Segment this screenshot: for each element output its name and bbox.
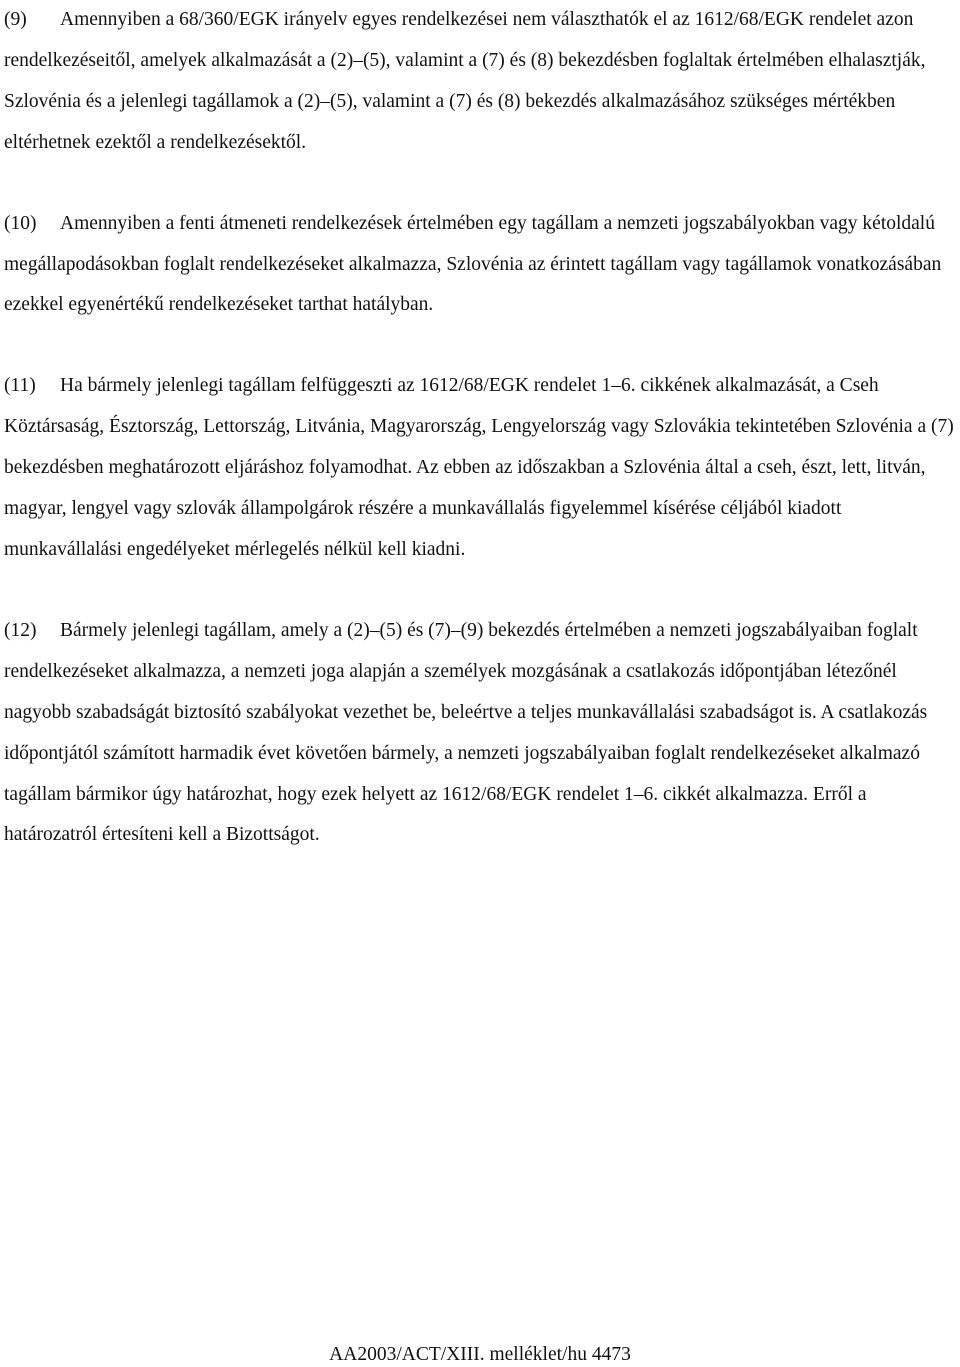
paragraph-10 — [4, 204, 956, 327]
page-footer: AA2003/ACT/XIII. melléklet/hu 4473 — [329, 1344, 631, 1365]
paragraph-number: (10) — [4, 212, 37, 234]
document-body — [4, 0, 956, 896]
paragraph-text: Amennyiben a 68/360/EGK irányelv egyes rendelkezései nem választhatók el az 1612/68/EGK rendelet azon rendelkezéseitől, amelyek alkalmazását a (2)–(5), valamint a (7) és (8) bekezdésben foglaltak értelmében elhalasztják, Szlovénia és a jelenlegi tagállamok a (2)–(5), valamint a (7) és (8) bekezdés alkalmazásához szükséges mértékben eltérhetnek ezektől a rendelkezésektől. — [4, 9, 926, 153]
paragraph-number: (12) — [4, 619, 37, 641]
paragraph-text: Ha bármely jelenlegi tagállam felfüggeszti az 1612/68/EGK rendelet 1–6. cikkének alkalmazását, a Cseh Köztársaság, Észtország, Lettország, Litvánia, Magyarország, Lengyelország vagy Szlovákia tekintetében Szlovénia a (7) bekezdésben meghatározott eljáráshoz folyamodhat. Az ebben az időszakban a Szlovénia által a cseh, észt, lett, litván, magyar, lengyel vagy szlovák állampolgárok részére a munkavállalás figyelemmel kísérése céljából kiadott munkavállalási engedélyeket mérlegelés nélkül kell kiadni. — [4, 375, 954, 560]
paragraph-12 — [4, 611, 956, 856]
paragraph-11 — [4, 366, 956, 571]
paragraph-text: Bármely jelenlegi tagállam, amely a (2)–(5) és (7)–(9) bekezdés értelmében a nemzeti jogszabályaiban foglalt rendelkezéseket alkalmazza, a nemzeti joga alapján a személyek mozgásának a csatlakozás időpontjában létezőnél nagyobb szabadságát biztosító szabályokat vezethet be, beleértve a teljes munkavállalási szabadságot is. A csatlakozás időpontjától számított harmadik évet követően bármely, a nemzeti jogszabályaiban foglalt rendelkezéseket alkalmazó tagállam bármikor úgy határozhat, hogy ezek helyett az 1612/68/EGK rendelet 1–6. cikkét alkalmazza. Erről a határozatról értesíteni kell a Bizottságot. — [4, 619, 928, 846]
paragraph-number: (9) — [4, 9, 27, 30]
paragraph-number: (11) — [4, 375, 36, 397]
paragraph-text: Amennyiben a fenti átmeneti rendelkezések értelmében egy tagállam a nemzeti jogszabályokban vagy kétoldalú megállapodásokban foglalt rendelkezéseket alkalmazza, Szlovénia az érintett tagállam vagy tagállamok vonatkozásában ezekkel egyenértékű rendelkezéseket tarthat hatályban. — [4, 212, 942, 316]
paragraph-9 — [4, 0, 956, 164]
